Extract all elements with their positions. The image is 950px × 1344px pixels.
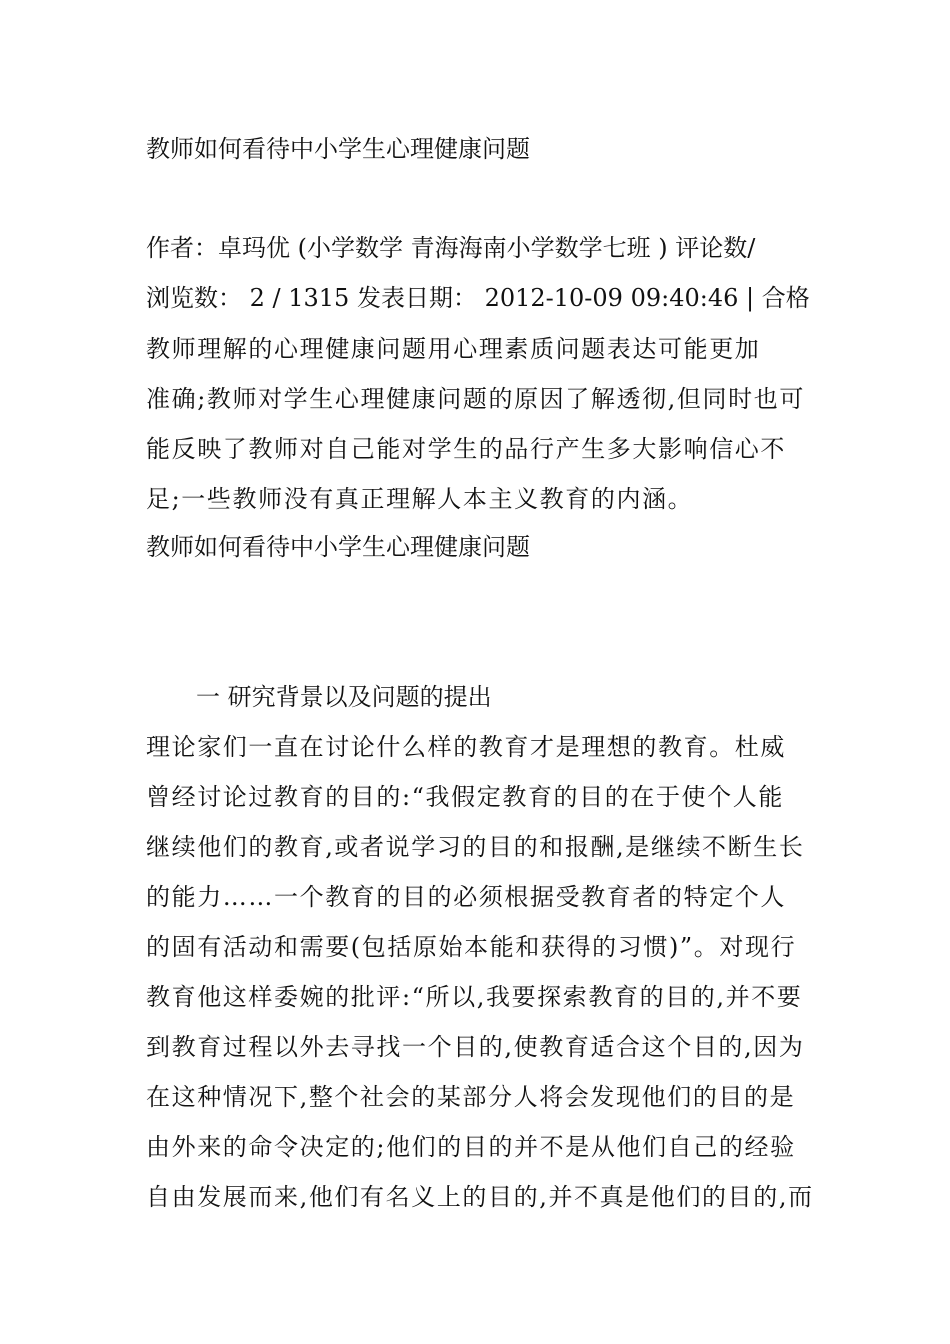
abstract-line: 教师理解的心理健康问题用心理素质问题表达可能更加 xyxy=(146,335,761,363)
body-line: 到教育过程以外去寻找一个目的,使教育适合这个目的,因为 xyxy=(146,1033,805,1061)
body-line: 自由发展而来,他们有名义上的目的,并不真是他们的目的,而 xyxy=(146,1183,814,1211)
abstract-line: 准确;教师对学生心理健康问题的原因了解透彻,但同时也可 xyxy=(146,385,805,413)
section-heading: 一 研究背景以及问题的提出 xyxy=(196,683,492,711)
body-line: 的固有活动和需要(包括原始本能和获得的习惯)”。对现行 xyxy=(146,933,797,961)
body-line: 在这种情况下,整个社会的某部分人将会发现他们的目的是 xyxy=(146,1083,796,1111)
author-meta-line-1: 作者：卓玛优 (小学数学 青海海南小学数学七班 ) 评论数/ xyxy=(146,234,756,262)
body-line: 教育他这样委婉的批评:“所以,我要探索教育的目的,并不要 xyxy=(146,983,803,1011)
body-line: 继续他们的教育,或者说学习的目的和报酬,是继续不断生长 xyxy=(146,833,805,861)
abstract-line: 能反映了教师对自己能对学生的品行产生多大影响信心不 xyxy=(146,435,786,463)
body-line: 由外来的命令决定的;他们的目的并不是从他们自己的经验 xyxy=(146,1133,796,1161)
body-line: 理论家们一直在讨论什么样的教育才是理想的教育。杜威 xyxy=(146,733,786,761)
document-title: 教师如何看待中小学生心理健康问题 xyxy=(146,135,530,163)
body-line: 曾经讨论过教育的目的:“我假定教育的目的在于使个人能 xyxy=(146,783,784,811)
author-meta-line-2: 浏览数： 2 / 1315 发表日期： 2012-10-09 09:40:46 | 合格 xyxy=(146,284,810,312)
repeat-title: 教师如何看待中小学生心理健康问题 xyxy=(146,533,530,561)
body-line: 的能力……一个教育的目的必须根据受教育者的特定个人 xyxy=(146,883,786,911)
abstract-line: 足;一些教师没有真正理解人本主义教育的内涵。 xyxy=(146,485,694,513)
